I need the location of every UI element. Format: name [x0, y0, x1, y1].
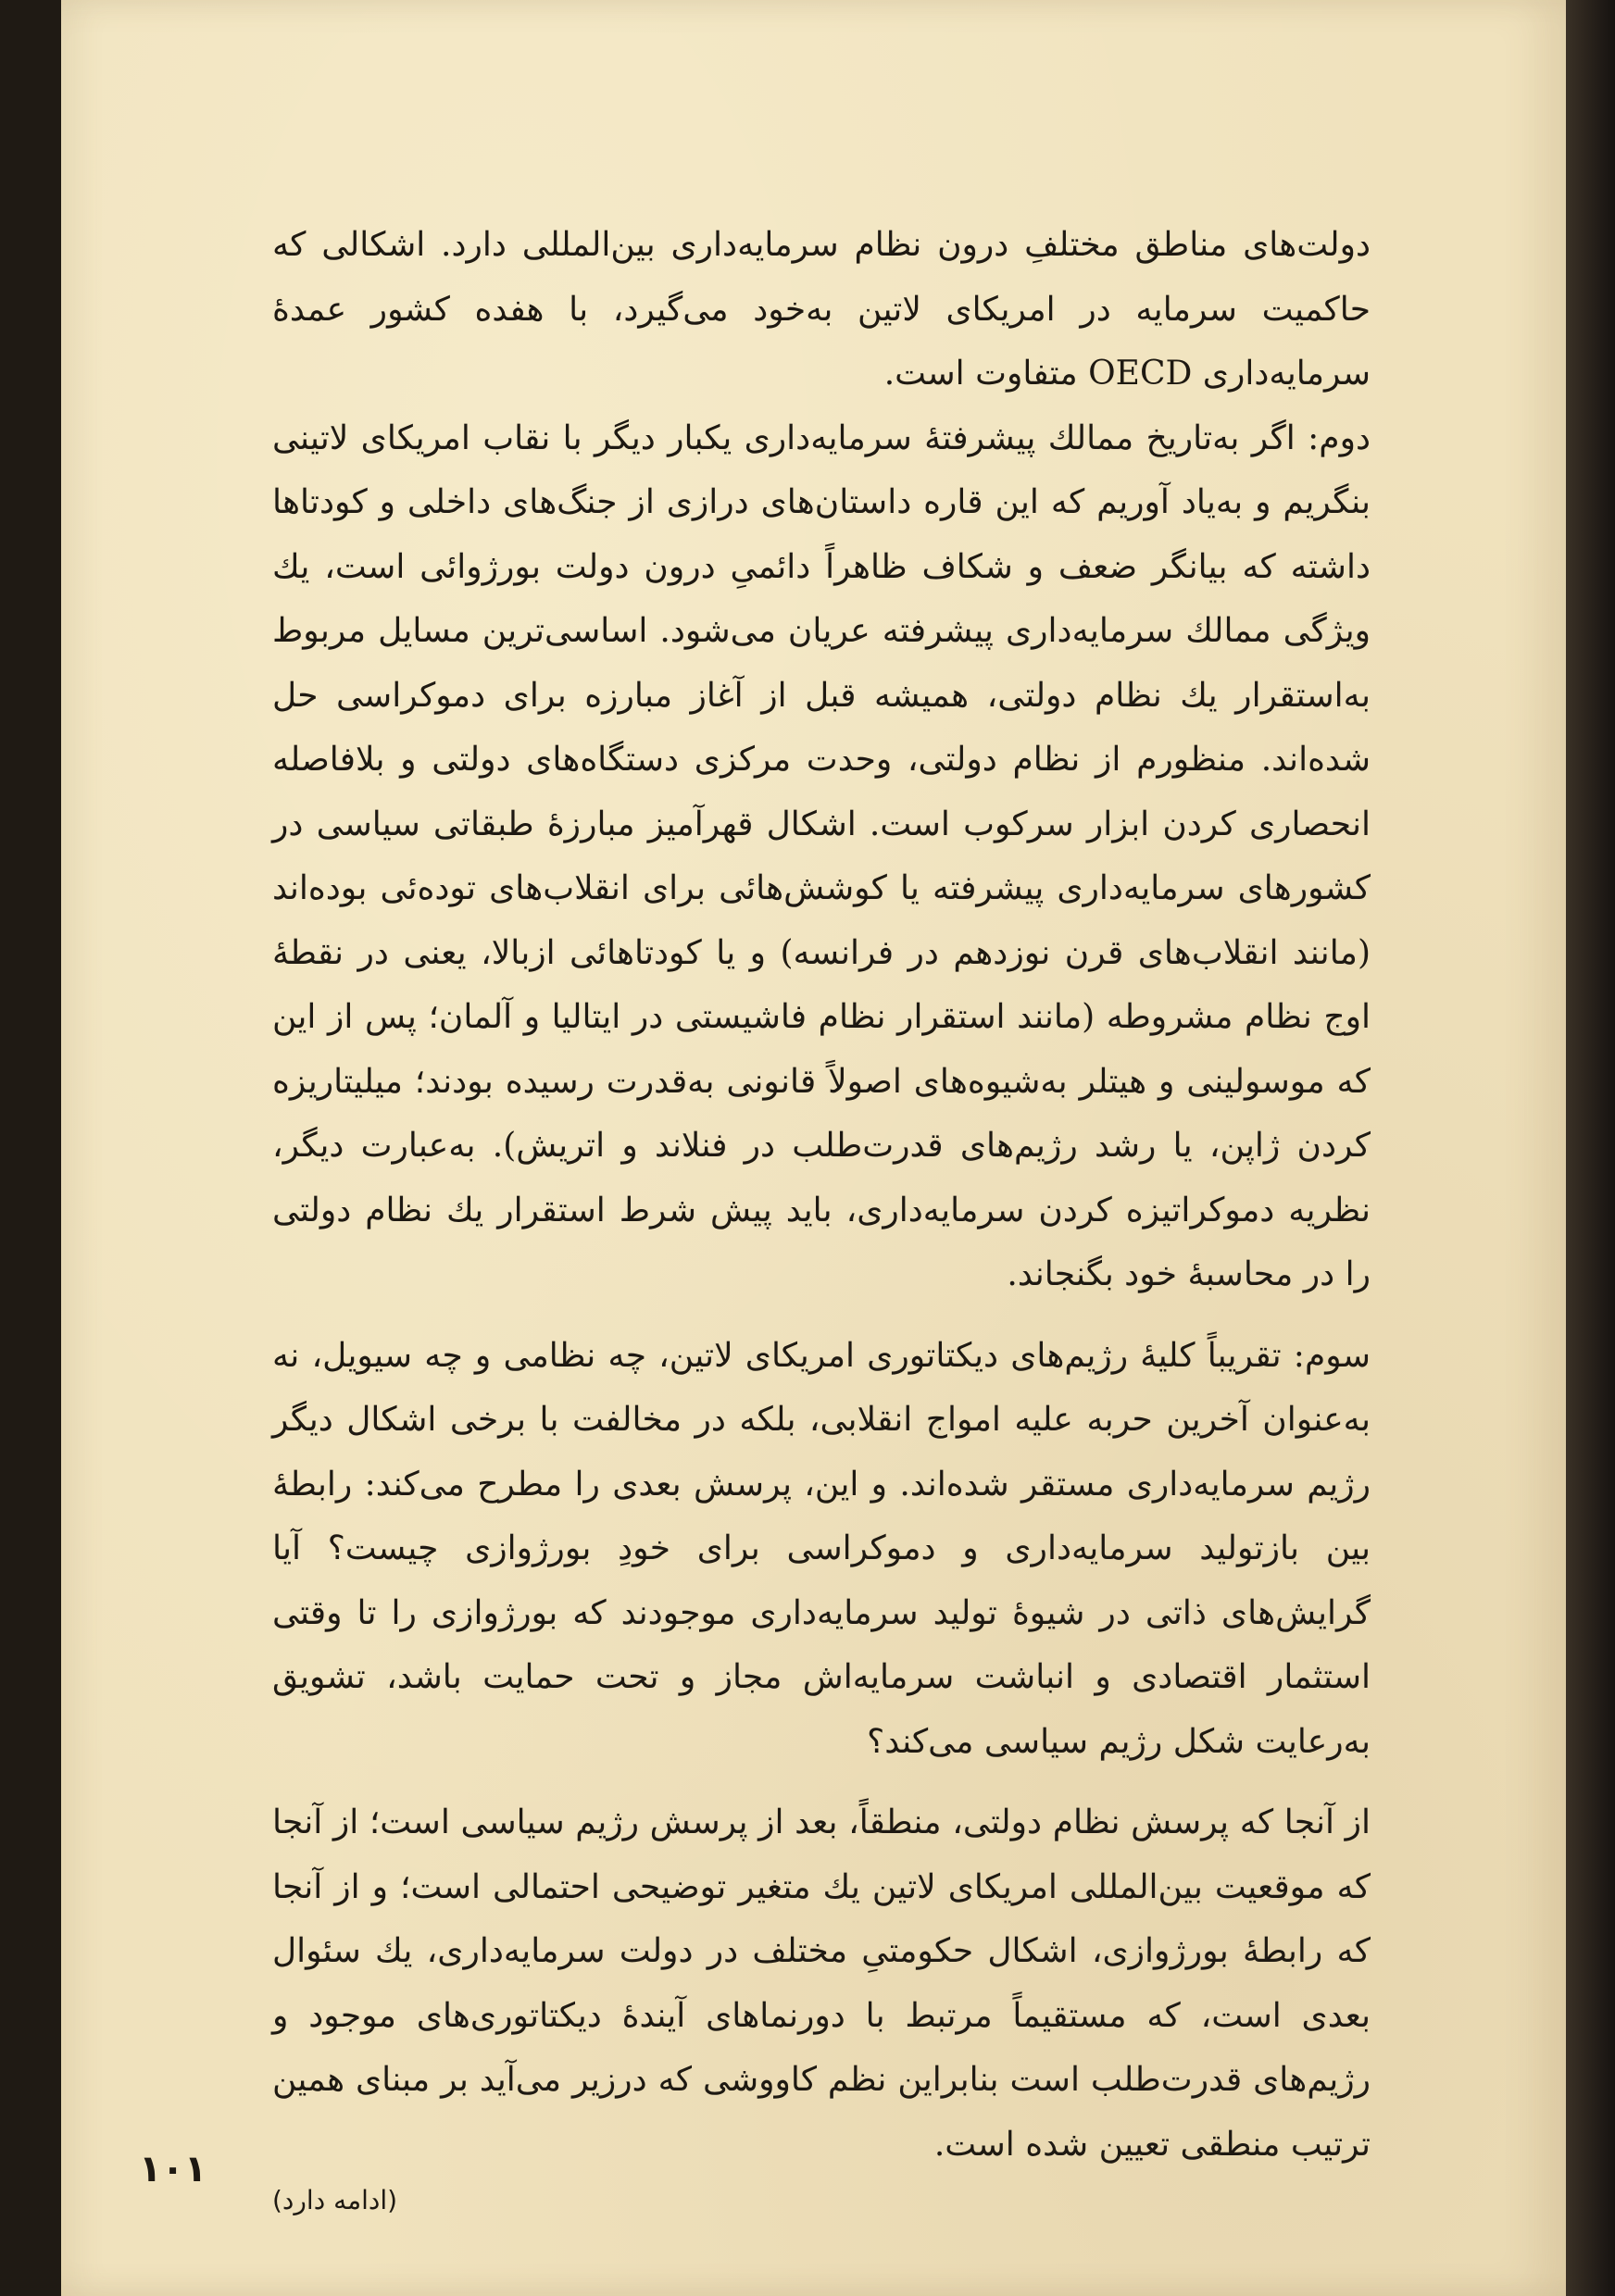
paragraph-1: دولت‌های مناطق مختلفِ درون نظام سرمایه‌داری بین‌المللی دارد. اشکالی که حاکمیت سرمایه در امریکای لاتین به‌خود می‌گیرد، با هفده کشور عمدهٔ سرمایه‌داری OECD متفاوت است.	[272, 226, 1371, 393]
page-number: ۱۰۱	[139, 2148, 207, 2190]
paragraph-2: دوم: اگر به‌تاریخ ممالك پیشرفتهٔ سرمایه‌داری یکبار دیگر با نقاب امریکای لاتینی بنگریم و به‌یاد آوریم که این قاره داستان‌های درازی از جنگ‌های داخلی و کودتاها داشته که بیانگر ضعف و شکاف ظاهراً دائمیِ درون دولت بورژوائی است، یك ویژگی ممالك سرمایه‌داری پیشرفته عریان می‌شود. اساسی‌ترین مسایل مربوط به‌استقرار یك نظام دولتی، همیشه قبل از آغاز مبارزه برای دموکراسی حل شده‌اند. منظورم از نظام دولتی، وحدت مرکزی دستگاه‌های دولتی و بلافاصله انحصاری کردن ابزار سرکوب است. اشکال قهرآمیز مبارزهٔ طبقاتی سیاسی در کشورهای سرمایه‌داری پیشرفته یا کوشش‌هائی برای انقلاب‌های توده‌ئی بوده‌اند (مانند انقلاب‌های قرن نوزدهم در فرانسه) و یا کودتاهائی ازبالا، یعنی در نقطهٔ اوج نظام مشروطه (مانند استقرار نظام فاشیستی در ایتالیا و آلمان؛ پس از این که موسولینی و هیتلر به‌شیوه‌های اصولاً قانونی به‌قدرت رسیده بودند؛ میلیتاریزه کردن ژاپن، یا رشد رژیم‌های قدرت‌طلب در فنلاند و اتریش). به‌عبارت دیگر، نظریه دموکراتیزه کردن سرمایه‌داری، باید پیش شرط استقرار یك نظام دولتی را در محاسبهٔ خود بگنجاند.	[272, 418, 1371, 1293]
page-edge-shadow	[1566, 0, 1615, 2296]
body-text	[272, 213, 1371, 2177]
continued-note: (ادامه دارد)	[272, 2185, 398, 2215]
paragraph-4: از آنجا که پرسش نظام دولتی، منطقاً، بعد از پرسش رژیم سیاسی است؛ از آنجا که موقعیت بین‌المللی امریکای لاتین یك متغیر توضیحی احتمالی است؛ و از آنجا که رابطهٔ بورژوازی، اشکال حکومتیِ مختلف در دولت سرمایه‌داری، یك سئوال بعدی است، که مستقیماً مرتبط با دورنماهای آیندهٔ دیکتاتوری‌های موجود و رژیم‌های قدرت‌طلب است بنابراین نظم کاووشی که درزیر می‌آید بر مبنای همین ترتیب منطقی تعیین شده است.	[272, 1803, 1371, 2164]
paragraph-3: سوم: تقریباً کلیهٔ رژیم‌های دیکتاتوری امریکای لاتین، چه نظامی و چه سیویل، نه به‌عنوان آخرین حربه علیه امواج انقلابی، بلکه در مخالفت با برخی اشکال دیگر رژیم سرمایه‌داری مستقر شده‌اند. و این، پرسش بعدی را مطرح می‌کند: رابطهٔ بین بازتولید سرمایه‌داری و دموکراسی برای خودِ بورژوازی چیست؟ آیا گرایش‌های ذاتی در شیوهٔ تولید سرمایه‌داری موجودند که بورژوازی را تا وقتی استثمار اقتصادی و انباشت سرمایه‌اش مجاز و تحت حمایت باشد، تشویق به‌رعایت شکل رژیم سیاسی می‌کند؟	[272, 1336, 1371, 1761]
